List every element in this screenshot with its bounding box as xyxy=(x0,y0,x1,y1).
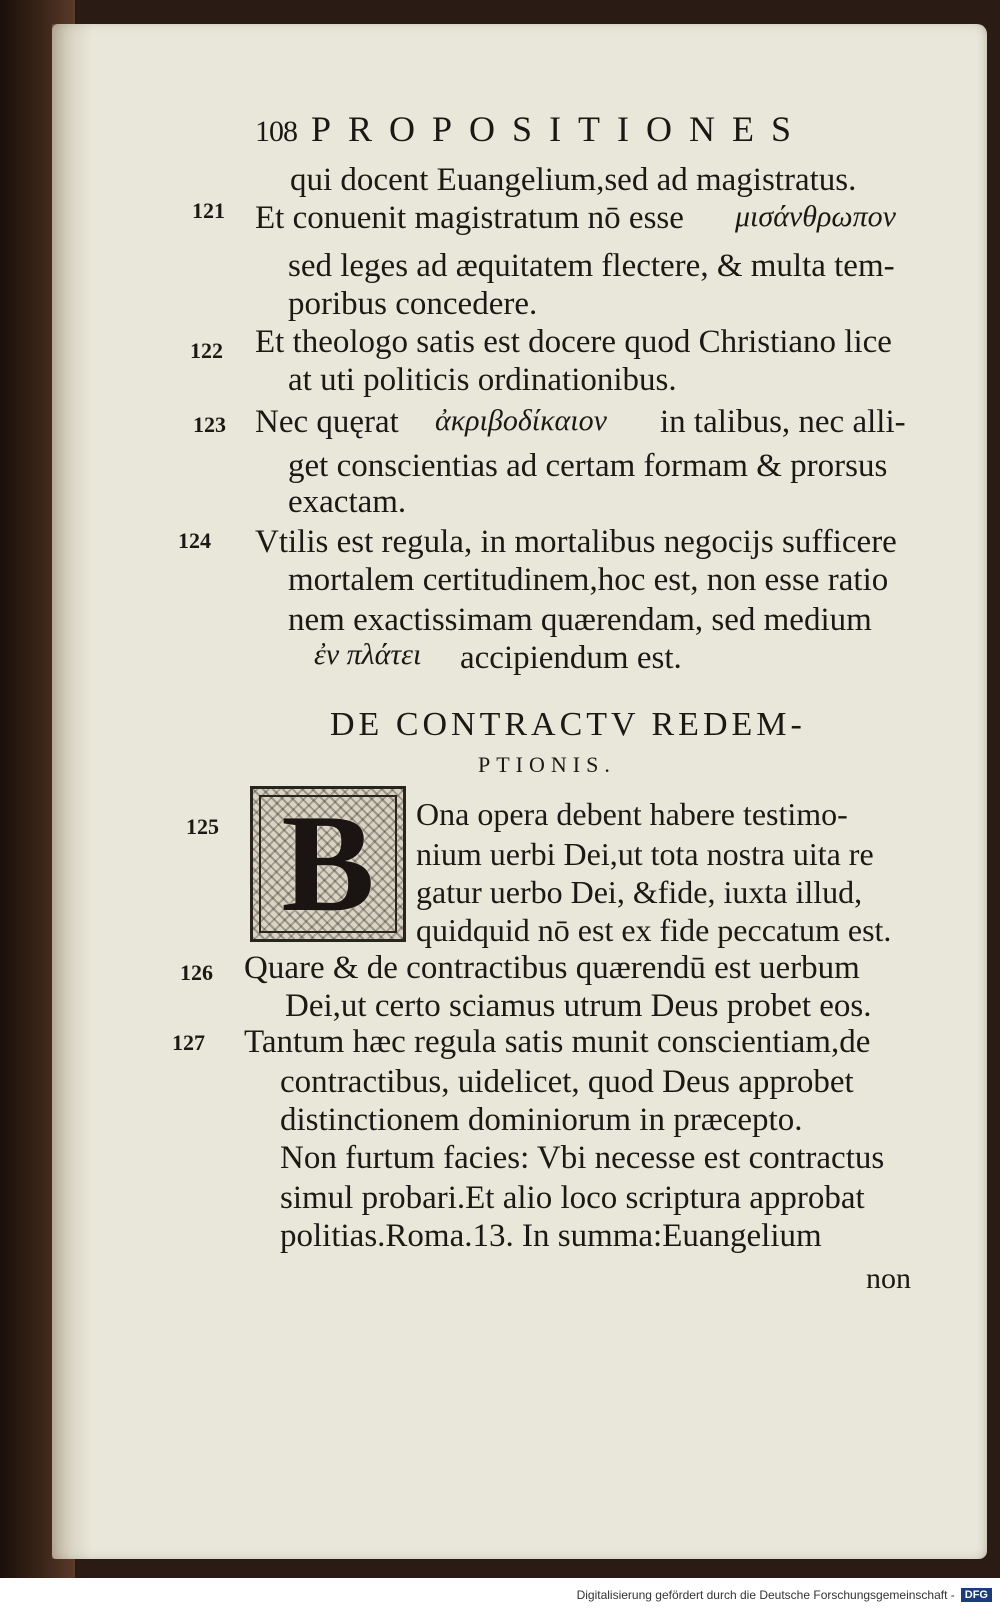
running-head xyxy=(255,108,865,158)
section-title: DE CONTRACTV REDEM- xyxy=(330,706,806,743)
text-line: Et theologo satis est docere quod Christiano lice xyxy=(255,324,892,360)
funding-credit: Digitalisierung gefördert durch die Deutsche Forschungsgemeinschaft - xyxy=(576,1588,955,1602)
ornamental-initial xyxy=(250,786,406,942)
initial-frame xyxy=(259,786,397,941)
text-line: accipiendum est. xyxy=(460,640,682,676)
text-line: sed leges ad æquitatem flectere, & multa tem- xyxy=(288,248,895,284)
text-line: gatur uerbo Dei, &fide, iuxta illud, xyxy=(416,874,863,910)
paragraph-number: 123 xyxy=(193,412,226,437)
text-line: nem exactissimam quærendam, sed medium xyxy=(288,602,872,638)
text-line: Et conuenit magistratum nō esse xyxy=(255,200,684,236)
greek-word: ἀκριβοδίκαιον xyxy=(435,404,607,437)
text-line: Dei,ut certo sciamus utrum Deus probet eos. xyxy=(285,988,872,1024)
text-line: Quare & de contractibus quærendū est uerbum xyxy=(244,950,860,986)
text-line: distinctionem dominiorum in præcepto. xyxy=(280,1102,803,1138)
text-line: exactam. xyxy=(288,484,407,520)
paragraph-number: 121 xyxy=(192,198,225,223)
paragraph-number: 122 xyxy=(190,338,223,363)
dfg-logo: DFG xyxy=(961,1588,992,1602)
text-line: Nec quęrat xyxy=(255,404,399,440)
initial-letter: B xyxy=(281,786,375,941)
text-line: contractibus, uidelicet, quod Deus approbet xyxy=(280,1064,854,1100)
text-line: Ona opera debent habere testimo- xyxy=(416,796,848,832)
paragraph-number: 127 xyxy=(172,1030,205,1055)
paragraph-number: 124 xyxy=(178,528,211,553)
text-line: qui docent Euangelium,sed ad magistratus. xyxy=(290,162,857,198)
greek-word: ἐν πλάτει xyxy=(314,638,422,671)
text-line: get conscientias ad certam formam & prorsus xyxy=(288,448,888,484)
text-line: Non furtum facies: Vbi necesse est contractus xyxy=(280,1140,885,1176)
text-line: at uti politicis ordinationibus. xyxy=(288,362,677,398)
text-line: in talibus, nec alli- xyxy=(660,404,906,440)
running-title: PROPOSITIONES xyxy=(311,109,809,149)
catchword: non xyxy=(866,1262,911,1295)
footer-bar xyxy=(0,1578,1000,1612)
folio-number: 108 xyxy=(255,115,297,148)
section-subtitle: PTIONIS. xyxy=(478,752,616,777)
text-line: mortalem certitudinem,hoc est, non esse ratio xyxy=(288,562,889,598)
text-line: politias.Roma.13. In summa:Euangelium xyxy=(280,1218,822,1254)
text-line: nium uerbi Dei,ut tota nostra uita re xyxy=(416,836,874,872)
text-line: simul probari.Et alio loco scriptura approbat xyxy=(280,1180,865,1216)
paragraph-number: 125 xyxy=(186,814,219,839)
text-line: poribus concedere. xyxy=(288,286,538,322)
text-line: Vtilis est regula, in mortalibus negocijs sufficere xyxy=(255,524,897,560)
greek-word: μισάνθρωπον xyxy=(735,200,896,233)
text-line: quidquid nō est ex fide peccatum est. xyxy=(416,912,892,948)
page-gutter-shadow xyxy=(52,24,92,1559)
text-line: Tantum hæc regula satis munit conscientiam,de xyxy=(244,1024,871,1060)
paragraph-number: 126 xyxy=(180,960,213,985)
